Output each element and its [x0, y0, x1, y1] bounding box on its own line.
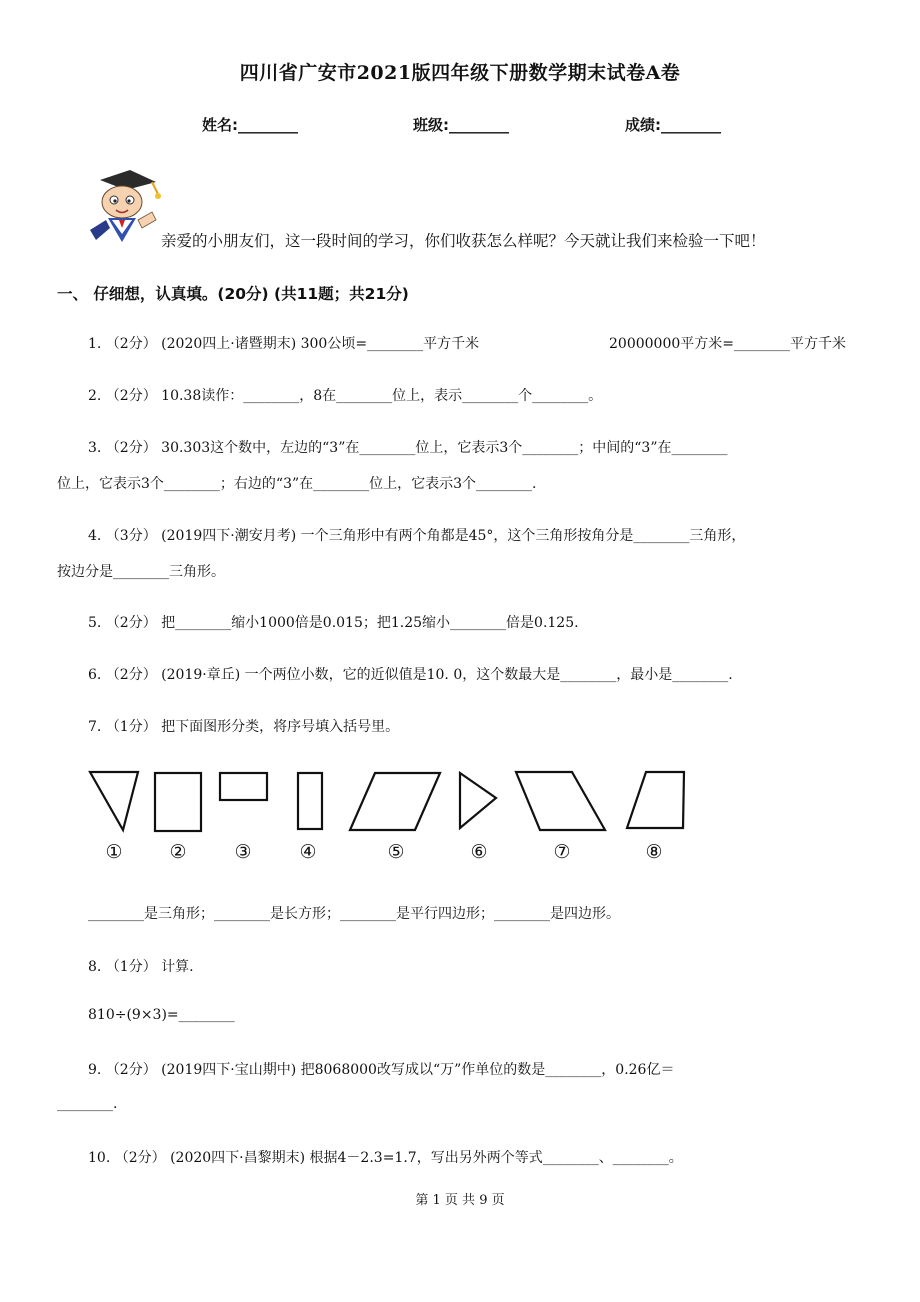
question-7: 7. （1分） 把下面图形分类，将序号填入括号里。: [88, 719, 400, 735]
question-6: 6. （2分） (2019·章丘) 一个两位小数，它的近似值是10. 0，这个数最大是________，最小是________.: [88, 667, 733, 683]
question-8-expression: 810÷(9×3)=________: [88, 1007, 235, 1023]
question-3-line-2: 位上，它表示3个________；右边的“3”在________位上，它表示3个________.: [57, 476, 537, 492]
shape-3-rectangle: [220, 773, 267, 800]
question-9-line-2: ________.: [57, 1096, 118, 1112]
score-field-label: 成绩:________: [625, 116, 721, 134]
shape-7-parallelogram: [516, 772, 605, 830]
shape-6-triangle: [460, 773, 496, 828]
question-3-line-1: 3. （2分） 30.303这个数中，左边的“3”在________位上，它表示3个________；中间的“3”在________: [88, 440, 728, 456]
shape-4-rectangle: [298, 773, 322, 829]
question-10: 10. （2分） (2020四下·昌黎期末) 根据4－2.3=1.7，写出另外两个等式________、________。: [88, 1150, 683, 1166]
shape-label-3: ③: [234, 841, 252, 863]
shape-label-8: ⑧: [645, 841, 663, 863]
shape-5-parallelogram: [350, 773, 440, 830]
question-5: 5. （2分） 把________缩小1000倍是0.015；把1.25缩小________倍是0.125.: [88, 615, 579, 631]
question-4-line-2: 按边分是________三角形。: [57, 564, 225, 580]
shape-label-4: ④: [299, 841, 317, 863]
shape-1-triangle: [90, 772, 138, 830]
question-1-part-b: 20000000平方米=________平方千米: [609, 336, 846, 352]
shape-label-7: ⑦: [553, 841, 571, 863]
name-field-label: 姓名:________: [202, 116, 298, 134]
question-1-part-a: 1. （2分） (2020四上·诸暨期末) 300公顷=________平方千米: [88, 336, 480, 352]
mascot-illustration: [86, 168, 166, 246]
question-8: 8. （1分） 计算.: [88, 959, 194, 975]
shape-label-1: ①: [105, 841, 123, 863]
page-footer: 第 1 页 共 9 页: [415, 1193, 505, 1208]
question-2: 2. （2分） 10.38读作：________，8在________位上，表示________个________。: [88, 388, 603, 404]
page-title: 四川省广安市2021版四年级下册数学期末试卷A卷: [239, 62, 681, 84]
question-7-answer: ________是三角形；________是长方形；________是平行四边形；________是四边形。: [88, 906, 620, 922]
shape-label-2: ②: [169, 841, 187, 863]
shape-8-quadrilateral: [627, 772, 684, 828]
shape-2-rectangle: [155, 773, 201, 831]
shapes-figure: [80, 760, 720, 870]
class-field-label: 班级:________: [413, 116, 509, 134]
section-heading: 一、 仔细想，认真填。(20分) (共11题；共21分): [57, 285, 409, 303]
shape-label-5: ⑤: [387, 841, 405, 863]
question-4-line-1: 4. （3分） (2019四下·潮安月考) 一个三角形中有两个角都是45°，这个三角形按角分是________三角形，: [88, 528, 746, 544]
question-9-line-1: 9. （2分） (2019四下·宝山期中) 把8068000改写成以“万”作单位的数是________，0.26亿＝: [88, 1062, 675, 1078]
greeting-text: 亲爱的小朋友们，这一段时间的学习，你们收获怎么样呢？今天就让我们来检验一下吧！: [161, 232, 766, 250]
shape-label-6: ⑥: [470, 841, 488, 863]
